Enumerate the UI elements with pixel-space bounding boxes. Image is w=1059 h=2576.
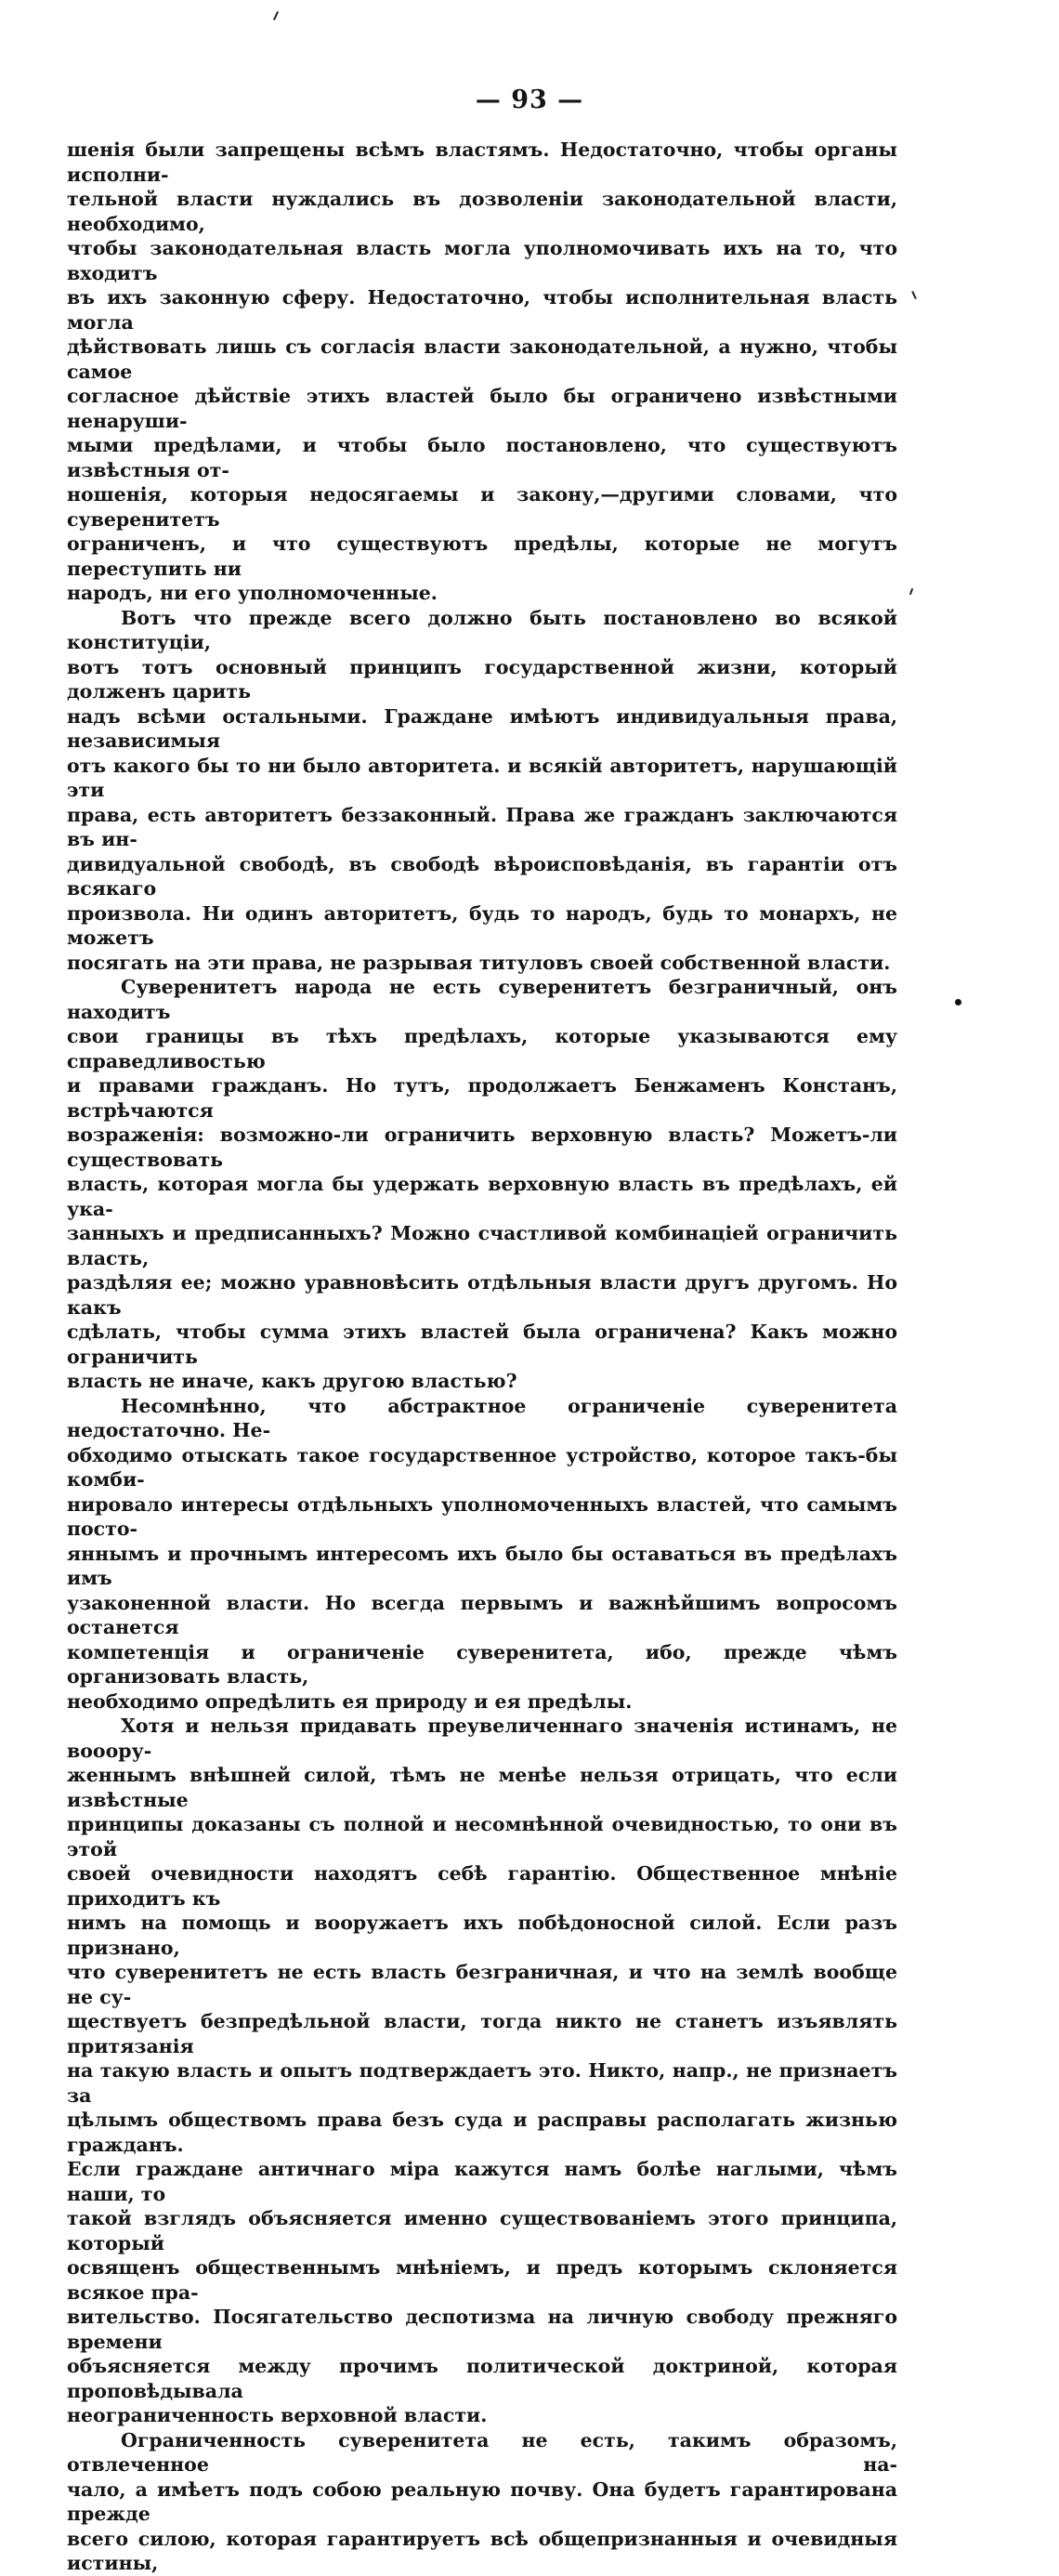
text-line: народъ, ни его уполномоченные.: [67, 582, 438, 604]
text-line: ществуетъ безпредѣльной власти, тогда никто не станетъ изъявлять притязанія: [67, 2010, 897, 2057]
text-line: вительство. Посягательство деспотизма на личную свободу прежняго времени: [67, 2306, 897, 2353]
text-line: нимъ на помощь и вооружаетъ ихъ побѣдоносной силой. Если разъ признано,: [67, 1912, 897, 1959]
page-number: — 93 —: [475, 85, 584, 114]
text-line: Ограниченность суверенитета не есть, такимъ образомъ, отвлеченное на-: [67, 2428, 897, 2476]
text-line: и правами гражданъ. Но тутъ, продолжаетъ Бенжаменъ Констанъ, встрѣчаются: [67, 1074, 897, 1122]
text-line: Вотъ что прежде всего должно быть постановлено во всякой конституціи,: [67, 606, 897, 653]
scan-spot: [955, 999, 961, 1005]
text-line: необходимо опредѣлить ея природу и ея предѣлы.: [67, 1689, 633, 1713]
text-line: тельной власти нуждались въ дозволеніи законодательной власти, необходимо,: [67, 188, 897, 235]
paragraph-4: [67, 1394, 897, 1715]
text-line: власть, которая могла бы удержать верховную власть въ предѣлахъ, ей ука-: [67, 1173, 897, 1220]
text-line: шенія были запрещены всѣмъ властямъ. Недостаточно, чтобы органы исполни-: [67, 138, 897, 186]
text-line: ограниченъ, и что существуютъ предѣлы, которые не могутъ переступить ни: [67, 532, 897, 580]
text-line: ношенія, которыя недосягаемы и закону,—другими словами, что суверенитетъ: [67, 483, 897, 531]
scan-mark: [911, 291, 917, 299]
text-line: права, есть авторитетъ беззаконный. Права же гражданъ заключаются въ ин-: [67, 803, 897, 850]
paragraph-5: [67, 1714, 897, 2428]
text-line: въ ихъ законную сферу. Недостаточно, чтобы исполнительная власть могла: [67, 286, 897, 334]
text-line: чтобы законодательная власть могла уполномочивать ихъ на то, что входитъ: [67, 237, 897, 284]
text-line: дѣйствовать лишь съ согласія власти законодательной, а нужно, чтобы самое: [67, 335, 897, 383]
text-line: Хотя и нельзя придавать преувеличеннаго значенія истинамъ, не вооору-: [67, 1715, 897, 1762]
text-line: объясняется между прочимъ политической доктриной, которая проповѣдывала: [67, 2355, 897, 2402]
text-line: согласное дѣйствіе этихъ властей было бы ограничено извѣстными ненаруши-: [67, 385, 897, 432]
text-line: Несомнѣнно, что абстрактное ограниченіе суверенитета недостаточно. Не-: [67, 1394, 897, 1441]
scan-mark: [909, 588, 913, 595]
text-line: освященъ общественнымъ мнѣніемъ, и предъ которымъ склоняется всякое пра-: [67, 2256, 897, 2304]
text-line: неограниченность верховной власти.: [67, 2404, 488, 2426]
text-line: своей очевидности находятъ себѣ гарантію. Общественное мнѣніе приходитъ къ: [67, 1862, 897, 1910]
text-line: женнымъ внѣшней силой, тѣмъ не менѣе нельзя отрицать, что если извѣстные: [67, 1764, 897, 1811]
text-line: цѣлымъ обществомъ права безъ суда и расправы располагать жизнью гражданъ.: [67, 2109, 897, 2156]
text-line: компетенція и ограниченіе суверенитета, ибо, прежде чѣмъ организовать власть,: [67, 1640, 897, 1688]
text-line: возраженія: возможно-ли ограничить верховную власть? Можетъ-ли существовать: [67, 1124, 897, 1171]
text-line: Если граждане античнаго міра кажутся намъ болѣе наглыми, чѣмъ наши, то: [67, 2158, 897, 2205]
text-line: обходимо отыскать такое государственное устройство, которое такъ-бы комби-: [67, 1443, 897, 1491]
text-line: произвола. Ни одинъ авторитетъ, будь то народъ, будь то монархъ, не можетъ: [67, 901, 897, 949]
scan-mark: [273, 11, 279, 20]
text-line: вотъ тотъ основный принципъ государственной жизни, который долженъ царить: [67, 655, 897, 703]
text-line: дивидуальной свободѣ, въ свободѣ вѣроисповѣданія, въ гарантіи отъ всякаго: [67, 852, 897, 900]
text-line: власть не иначе, какъ другою властью?: [67, 1370, 517, 1392]
paragraph-1: [67, 138, 897, 606]
text-line: принципы доказаны съ полной и несомнѣнной очевидностью, то они въ этой: [67, 1813, 897, 1860]
text-line: узаконенной власти. Но всегда первымъ и важнѣйшимъ вопросомъ останется: [67, 1591, 897, 1638]
text-line: мыми предѣлами, и чтобы было постановлено, что существуютъ извѣстныя от-: [67, 434, 897, 481]
text-line: надъ всѣми остальными. Граждане имѣютъ индивидуальныя права, независимыя: [67, 704, 897, 752]
paragraph-6: [67, 2428, 897, 2576]
text-line: свои границы въ тѣхъ предѣлахъ, которые указываются ему справедливостью: [67, 1025, 897, 1072]
paragraph-3: [67, 975, 897, 1394]
text-line: яннымъ и прочнымъ интересомъ ихъ было бы оставаться въ предѣлахъ имъ: [67, 1542, 897, 1589]
text-line: раздѣляя ее; можно уравновѣсить отдѣльныя власти другъ другомъ. Но какъ: [67, 1271, 897, 1319]
text-line: посягать на эти права, не разрывая титуловъ своей собственной власти.: [67, 951, 891, 974]
body-text: [67, 138, 897, 2576]
text-line: отъ какого бы то ни было авторитета. и всякій авторитетъ, нарушающій эти: [67, 754, 897, 801]
text-line: нировало интересы отдѣльныхъ уполномоченныхъ властей, что самымъ посто-: [67, 1492, 897, 1540]
text-line: занныхъ и предписанныхъ? Можно счастливой комбинаціей ограничить власть,: [67, 1222, 897, 1269]
text-line: что суверенитетъ не есть власть безграничная, и что на землѣ вообще не су-: [67, 1961, 897, 2008]
text-line: сдѣлать, чтобы сумма этихъ властей была ограничена? Какъ можно ограничить: [67, 1321, 897, 1368]
text-line: на такую власть и опытъ подтверждаетъ это. Никто, напр., не признаетъ за: [67, 2059, 897, 2107]
text-line: такой взглядъ объясняется именно существованіемъ этого принципа, который: [67, 2207, 897, 2254]
text-line: Суверенитетъ народа не есть суверенитетъ безграничный, онъ находитъ: [67, 976, 897, 1023]
paragraph-2: [67, 606, 897, 976]
text-line: чало, а имѣетъ подъ собою реальную почву. Она будетъ гарантирована прежде: [67, 2477, 897, 2525]
text-line: всего силою, которая гарантируетъ всѣ общепризнанныя и очевидныя истины,: [67, 2527, 897, 2574]
